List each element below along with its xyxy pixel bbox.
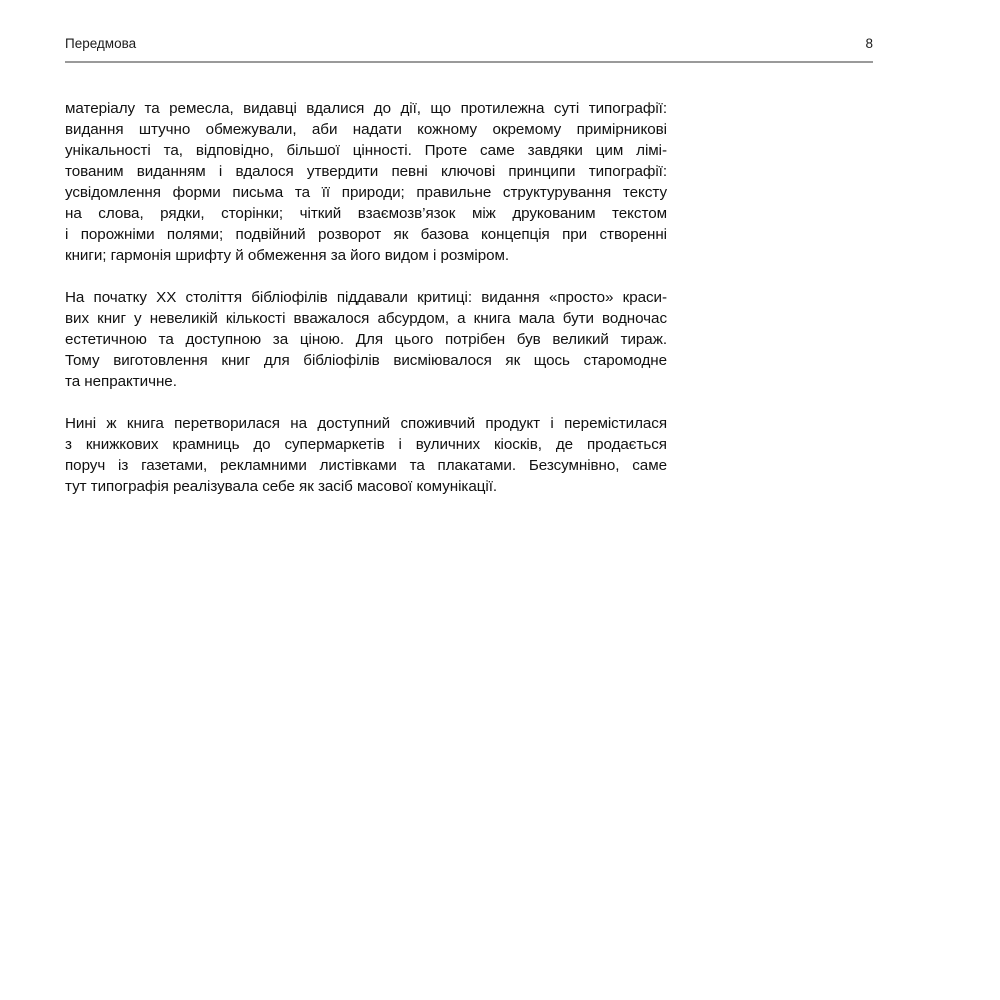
text-line: книги; гармонія шрифту й обмеження за його видом і розміром. — [65, 247, 510, 264]
paragraph — [65, 287, 667, 392]
header-rule-divider — [65, 61, 873, 63]
text-line: і порожніми полями; подвійний розворот як базова концепція при створенні — [65, 226, 667, 243]
text-line: видання штучно обмежували, аби надати кожному окремому примірникові — [65, 121, 667, 138]
running-header — [65, 36, 873, 52]
text-line: поруч із газетами, рекламними листівками та плакатами. Безсумнівно, саме — [65, 457, 667, 474]
text-line: унікальності та, відповідно, більшої цінності. Проте саме завдяки цим лімі- — [65, 142, 667, 159]
text-line: з книжкових крамниць до супермаркетів і вуличних кіосків, де продається — [65, 436, 667, 453]
text-line: матеріалу та ремесла, видавці вдалися до дії, що протилежна суті типографії: — [65, 100, 667, 117]
text-line: Тому виготовлення книг для бібліофілів висміювалося як щось старомодне — [65, 352, 667, 369]
text-line: естетичною та доступною за ціною. Для цього потрібен був великий тираж. — [65, 331, 667, 348]
text-line: На початку XX століття бібліофілів піддавали критиці: видання «просто» краси- — [65, 289, 667, 306]
text-line: та непрактичне. — [65, 373, 177, 390]
paragraph — [65, 413, 667, 497]
text-line: вих книг у невеликій кількості вважалося абсурдом, а книга мала бути водночас — [65, 310, 667, 327]
text-line: усвідомлення форми письма та її природи; правильне структурування тексту — [65, 184, 667, 201]
text-line: на слова, рядки, сторінки; чіткий взаємозв’язок між друкованим текстом — [65, 205, 667, 222]
page-number: 8 — [865, 36, 873, 51]
running-header-title: Передмова — [65, 36, 137, 51]
body-text — [65, 98, 667, 518]
text-line: Нині ж книга перетворилася на доступний споживчий продукт і перемістилася — [65, 415, 667, 432]
paragraph — [65, 98, 667, 266]
text-line: тованим виданням і вдалося утвердити певні ключові принципи типографії: — [65, 163, 667, 180]
text-line: тут типографія реалізувала себе як засіб масової комунікації. — [65, 478, 498, 495]
